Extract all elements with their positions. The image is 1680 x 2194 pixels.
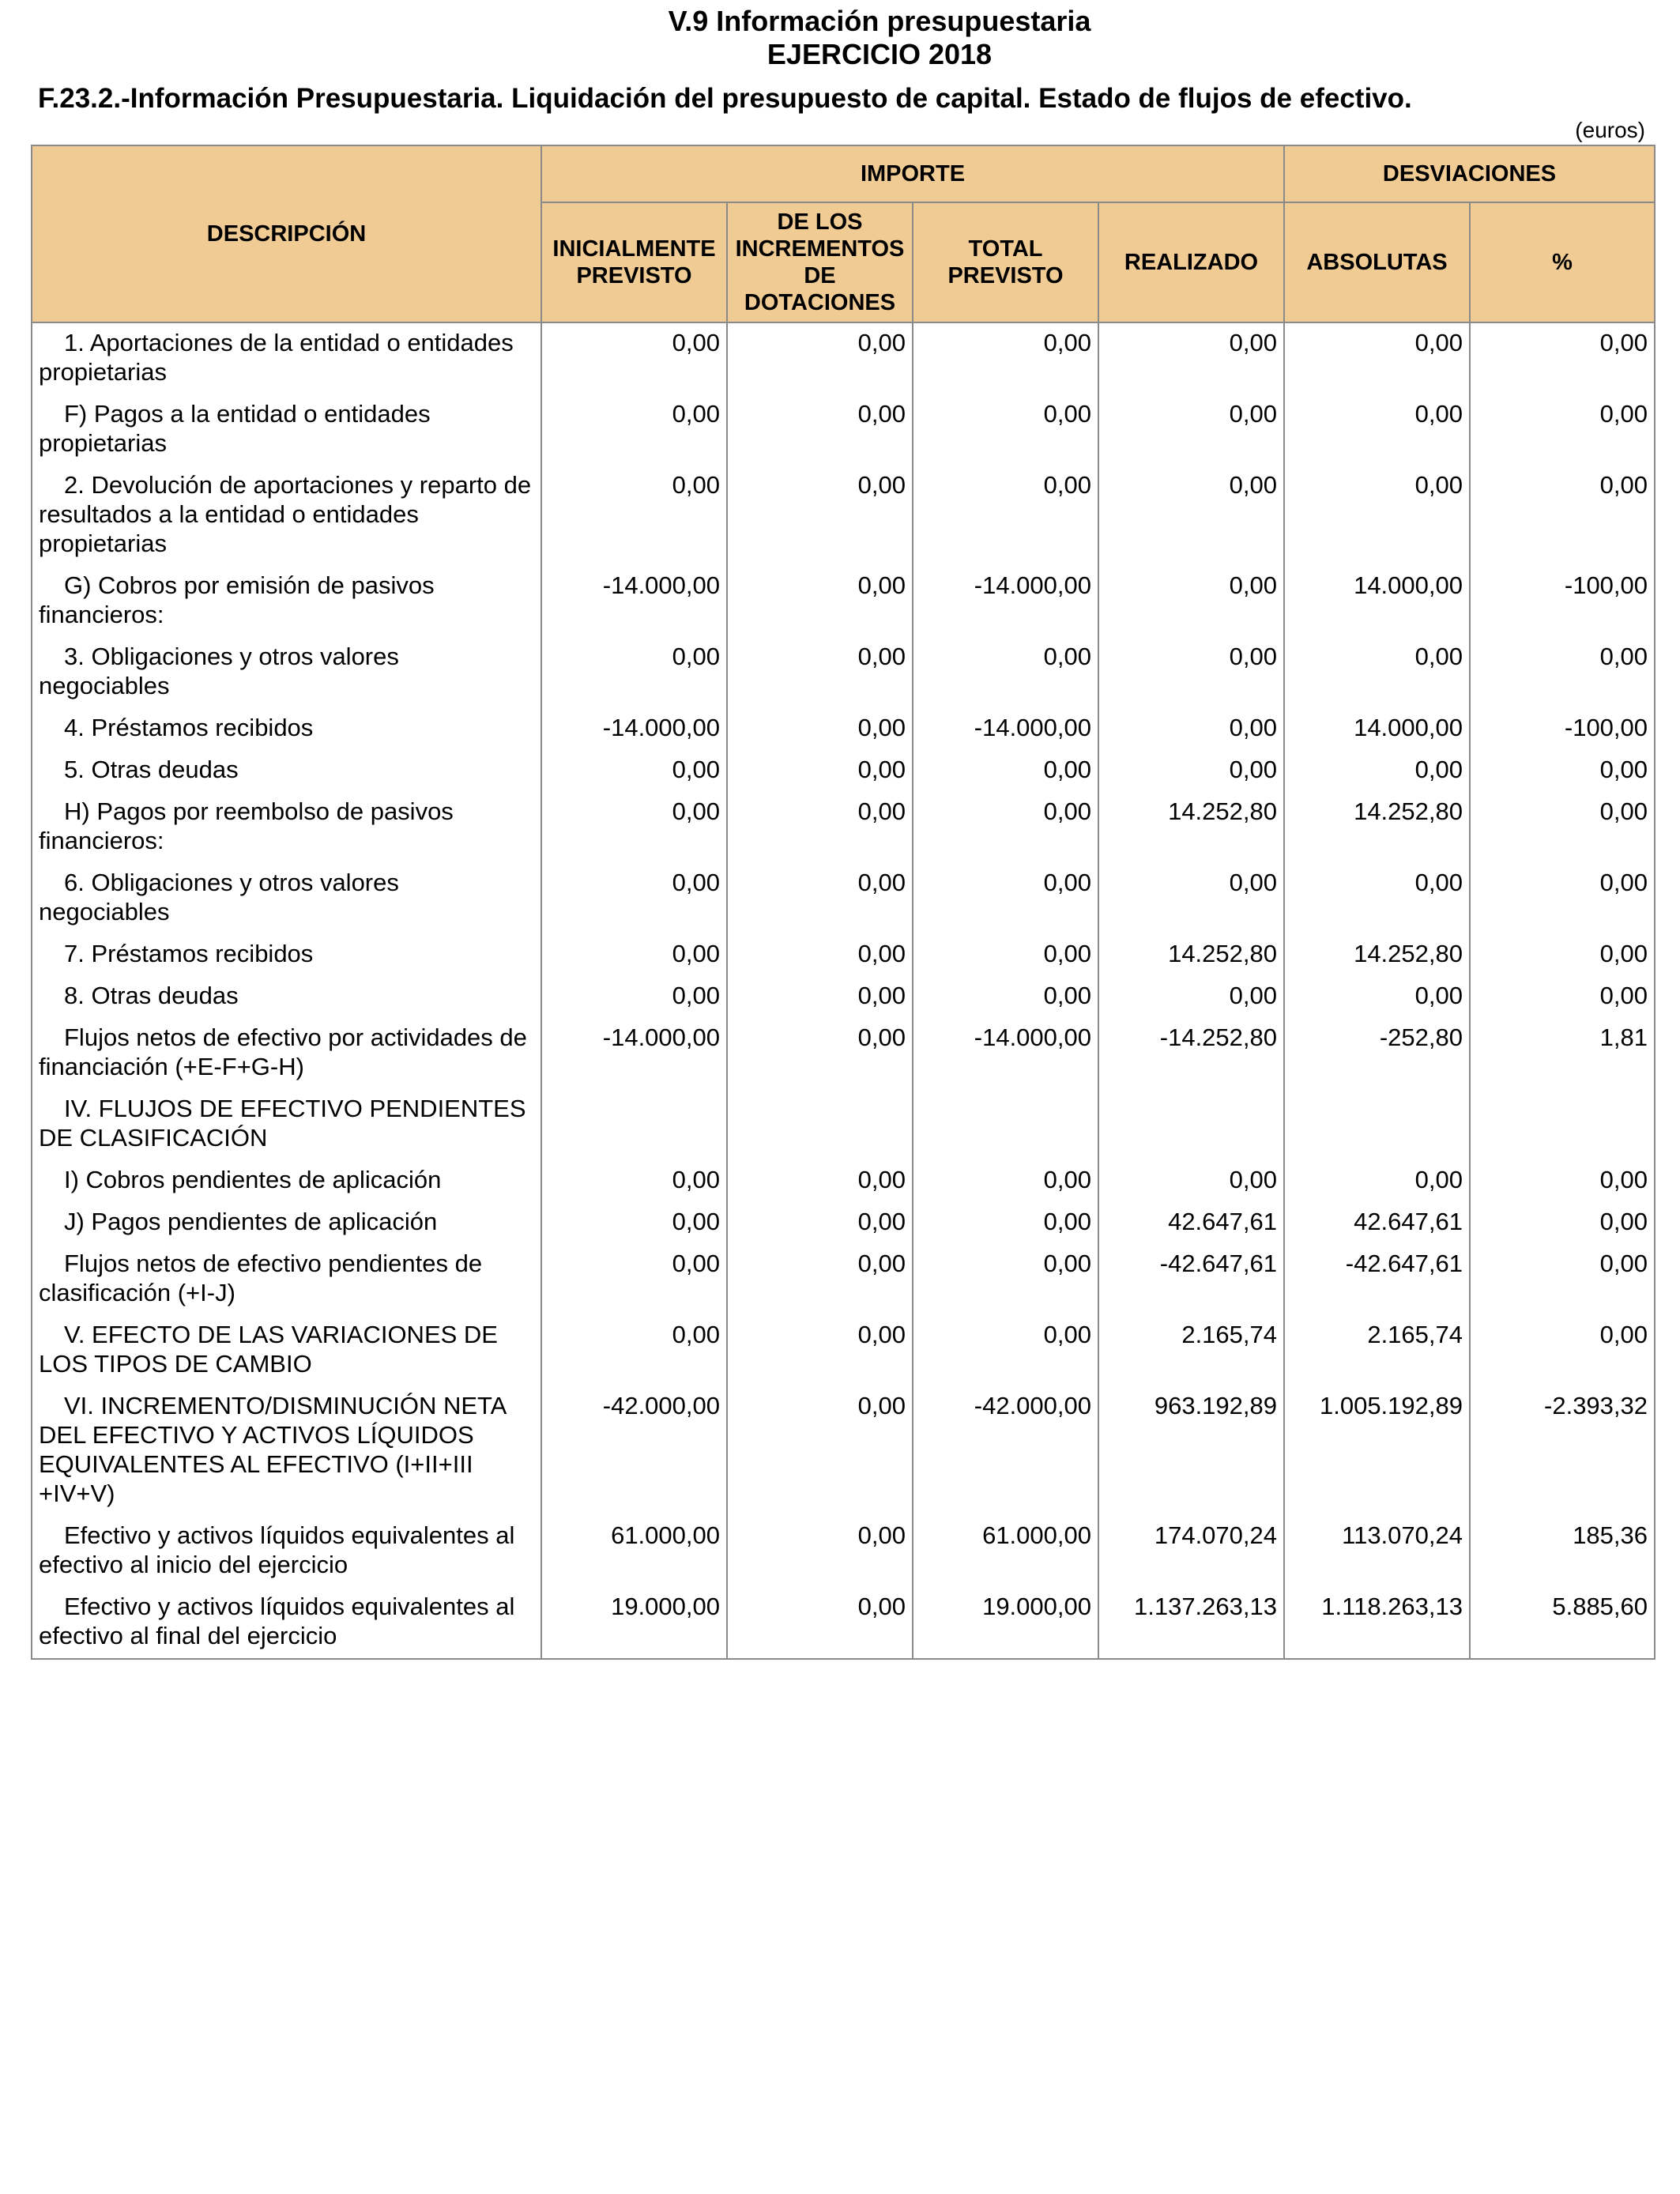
cell-desviacion-absoluta: 1.005.192,89	[1284, 1386, 1470, 1516]
header-realizado: REALIZADO	[1098, 202, 1284, 322]
cell-realizado: 1.137.263,13	[1098, 1587, 1284, 1659]
cell-realizado: 0,00	[1098, 708, 1284, 750]
cell-realizado: 0,00	[1098, 750, 1284, 792]
cell-inicialmente-previsto: 0,00	[541, 466, 727, 566]
cell-desviacion-porcentaje	[1470, 1089, 1655, 1160]
cell-realizado: 42.647,61	[1098, 1202, 1284, 1244]
table-row	[32, 1587, 1655, 1659]
header-percent: %	[1470, 202, 1655, 322]
cell-desviacion-porcentaje: 0,00	[1470, 637, 1655, 708]
cell-inicialmente-previsto: 0,00	[541, 637, 727, 708]
table-row	[32, 1160, 1655, 1202]
row-description: J) Pagos pendientes de aplicación	[32, 1202, 541, 1244]
cell-desviacion-porcentaje: 0,00	[1470, 466, 1655, 566]
cell-inicialmente-previsto: 0,00	[541, 322, 727, 394]
table-row	[32, 566, 1655, 637]
cell-desviacion-absoluta: 0,00	[1284, 976, 1470, 1018]
cell-realizado: 2.165,74	[1098, 1315, 1284, 1386]
header-desviaciones: DESVIACIONES	[1284, 145, 1655, 202]
page-title: V.9 Información presupuestaria	[668, 5, 1091, 37]
cell-total-previsto: 61.000,00	[913, 1516, 1098, 1587]
cell-realizado: 0,00	[1098, 637, 1284, 708]
cell-incrementos-dotaciones: 0,00	[727, 1160, 913, 1202]
row-description: IV. FLUJOS DE EFECTIVO PENDIENTES DE CLASIFICACIÓN	[32, 1089, 541, 1160]
cell-realizado: 0,00	[1098, 863, 1284, 934]
report-subtitle: F.23.2.-Información Presupuestaria. Liquidación del presupuesto de capital. Estado de flujos de efectivo.	[38, 83, 1412, 114]
cell-incrementos-dotaciones: 0,00	[727, 466, 913, 566]
cell-desviacion-porcentaje: 0,00	[1470, 1160, 1655, 1202]
cash-flow-table	[31, 145, 1656, 1660]
cell-total-previsto: -14.000,00	[913, 708, 1098, 750]
table-row	[32, 322, 1655, 394]
cell-desviacion-absoluta: 113.070,24	[1284, 1516, 1470, 1587]
cell-desviacion-absoluta: 14.000,00	[1284, 566, 1470, 637]
cell-incrementos-dotaciones: 0,00	[727, 750, 913, 792]
table-row	[32, 1315, 1655, 1386]
row-description: 4. Préstamos recibidos	[32, 708, 541, 750]
cell-desviacion-absoluta: 0,00	[1284, 750, 1470, 792]
cell-desviacion-porcentaje: 0,00	[1470, 1244, 1655, 1315]
cell-total-previsto: -14.000,00	[913, 566, 1098, 637]
row-description: 1. Aportaciones de la entidad o entidades propietarias	[32, 322, 541, 394]
cell-desviacion-porcentaje: 0,00	[1470, 322, 1655, 394]
cell-realizado: 0,00	[1098, 322, 1284, 394]
cell-total-previsto: 0,00	[913, 976, 1098, 1018]
cell-inicialmente-previsto: 61.000,00	[541, 1516, 727, 1587]
table-body	[32, 322, 1655, 1659]
cell-total-previsto: -42.000,00	[913, 1386, 1098, 1516]
cell-total-previsto: 0,00	[913, 934, 1098, 976]
table-row	[32, 863, 1655, 934]
cell-realizado: 14.252,80	[1098, 934, 1284, 976]
cell-incrementos-dotaciones: 0,00	[727, 394, 913, 466]
cell-desviacion-absoluta	[1284, 1089, 1470, 1160]
cell-total-previsto: 0,00	[913, 1244, 1098, 1315]
cell-desviacion-porcentaje: 5.885,60	[1470, 1587, 1655, 1659]
cell-total-previsto: 0,00	[913, 1315, 1098, 1386]
cell-total-previsto: -14.000,00	[913, 1018, 1098, 1089]
cell-inicialmente-previsto: 0,00	[541, 394, 727, 466]
cell-desviacion-absoluta: 14.000,00	[1284, 708, 1470, 750]
cell-desviacion-porcentaje: 0,00	[1470, 863, 1655, 934]
cell-desviacion-absoluta: 0,00	[1284, 863, 1470, 934]
cell-realizado: 963.192,89	[1098, 1386, 1284, 1516]
cell-realizado: 0,00	[1098, 394, 1284, 466]
header-descripcion: DESCRIPCIÓN	[32, 145, 541, 322]
table-row	[32, 1386, 1655, 1516]
row-description: 3. Obligaciones y otros valores negociables	[32, 637, 541, 708]
cell-incrementos-dotaciones: 0,00	[727, 1587, 913, 1659]
cell-desviacion-porcentaje: -100,00	[1470, 708, 1655, 750]
cell-total-previsto: 0,00	[913, 750, 1098, 792]
cell-inicialmente-previsto: 0,00	[541, 863, 727, 934]
table-row	[32, 1089, 1655, 1160]
table-row	[32, 637, 1655, 708]
cell-realizado: 0,00	[1098, 566, 1284, 637]
cell-incrementos-dotaciones: 0,00	[727, 792, 913, 863]
cell-incrementos-dotaciones: 0,00	[727, 1315, 913, 1386]
header-total-previsto: TOTAL PREVISTO	[913, 202, 1098, 322]
row-description: Efectivo y activos líquidos equivalentes al efectivo al inicio del ejercicio	[32, 1516, 541, 1587]
cell-desviacion-porcentaje: 0,00	[1470, 750, 1655, 792]
cell-total-previsto: 0,00	[913, 322, 1098, 394]
cell-desviacion-absoluta: 42.647,61	[1284, 1202, 1470, 1244]
table-row	[32, 708, 1655, 750]
cell-incrementos-dotaciones: 0,00	[727, 322, 913, 394]
row-description: 8. Otras deudas	[32, 976, 541, 1018]
cell-inicialmente-previsto: 0,00	[541, 1160, 727, 1202]
cell-inicialmente-previsto: -14.000,00	[541, 1018, 727, 1089]
cell-desviacion-absoluta: 1.118.263,13	[1284, 1587, 1470, 1659]
cell-realizado: 14.252,80	[1098, 792, 1284, 863]
cell-desviacion-porcentaje: 1,81	[1470, 1018, 1655, 1089]
cell-inicialmente-previsto: 0,00	[541, 792, 727, 863]
row-description: I) Cobros pendientes de aplicación	[32, 1160, 541, 1202]
table-row	[32, 1202, 1655, 1244]
table-row	[32, 466, 1655, 566]
cell-desviacion-absoluta: 0,00	[1284, 322, 1470, 394]
table-row	[32, 394, 1655, 466]
table-row	[32, 976, 1655, 1018]
row-description: Flujos netos de efectivo por actividades de financiación (+E-F+G-H)	[32, 1018, 541, 1089]
cell-desviacion-absoluta: 0,00	[1284, 1160, 1470, 1202]
fiscal-year: EJERCICIO 2018	[767, 38, 993, 70]
cell-desviacion-absoluta: 14.252,80	[1284, 792, 1470, 863]
cell-inicialmente-previsto: -42.000,00	[541, 1386, 727, 1516]
cell-desviacion-porcentaje: -2.393,32	[1470, 1386, 1655, 1516]
cell-inicialmente-previsto: 0,00	[541, 1202, 727, 1244]
cell-incrementos-dotaciones: 0,00	[727, 863, 913, 934]
header-absolutas: ABSOLUTAS	[1284, 202, 1470, 322]
cell-desviacion-absoluta: -252,80	[1284, 1018, 1470, 1089]
cell-total-previsto	[913, 1089, 1098, 1160]
table-row	[32, 934, 1655, 976]
cell-desviacion-porcentaje: -100,00	[1470, 566, 1655, 637]
row-description: F) Pagos a la entidad o entidades propietarias	[32, 394, 541, 466]
row-description: 5. Otras deudas	[32, 750, 541, 792]
cell-incrementos-dotaciones	[727, 1089, 913, 1160]
table-row	[32, 1244, 1655, 1315]
row-description: 6. Obligaciones y otros valores negociables	[32, 863, 541, 934]
cell-desviacion-porcentaje: 0,00	[1470, 394, 1655, 466]
table-row	[32, 1018, 1655, 1089]
cell-realizado: 0,00	[1098, 1160, 1284, 1202]
cell-desviacion-absoluta: 0,00	[1284, 394, 1470, 466]
cell-inicialmente-previsto: -14.000,00	[541, 566, 727, 637]
cell-desviacion-absoluta: 0,00	[1284, 637, 1470, 708]
cell-total-previsto: 0,00	[913, 637, 1098, 708]
row-description: G) Cobros por emisión de pasivos financieros:	[32, 566, 541, 637]
cell-desviacion-porcentaje: 0,00	[1470, 1315, 1655, 1386]
cell-total-previsto: 0,00	[913, 863, 1098, 934]
cell-desviacion-absoluta: -42.647,61	[1284, 1244, 1470, 1315]
table-row	[32, 1516, 1655, 1587]
cell-inicialmente-previsto: 0,00	[541, 1244, 727, 1315]
cell-total-previsto: 0,00	[913, 466, 1098, 566]
cell-desviacion-porcentaje: 185,36	[1470, 1516, 1655, 1587]
row-description: 7. Préstamos recibidos	[32, 934, 541, 976]
cell-desviacion-absoluta: 2.165,74	[1284, 1315, 1470, 1386]
cell-incrementos-dotaciones: 0,00	[727, 934, 913, 976]
row-description: V. EFECTO DE LAS VARIACIONES DE LOS TIPOS DE CAMBIO	[32, 1315, 541, 1386]
cell-incrementos-dotaciones: 0,00	[727, 566, 913, 637]
table-row	[32, 792, 1655, 863]
cell-total-previsto: 19.000,00	[913, 1587, 1098, 1659]
cell-incrementos-dotaciones: 0,00	[727, 1516, 913, 1587]
cell-incrementos-dotaciones: 0,00	[727, 976, 913, 1018]
cell-desviacion-absoluta: 0,00	[1284, 466, 1470, 566]
cell-incrementos-dotaciones: 0,00	[727, 1244, 913, 1315]
units-label: (euros)	[1575, 118, 1645, 142]
cell-realizado: -14.252,80	[1098, 1018, 1284, 1089]
cell-inicialmente-previsto	[541, 1089, 727, 1160]
row-description: 2. Devolución de aportaciones y reparto de resultados a la entidad o entidades propietarias	[32, 466, 541, 566]
cell-incrementos-dotaciones: 0,00	[727, 1018, 913, 1089]
cell-total-previsto: 0,00	[913, 1160, 1098, 1202]
cell-incrementos-dotaciones: 0,00	[727, 637, 913, 708]
cell-inicialmente-previsto: -14.000,00	[541, 708, 727, 750]
cell-desviacion-porcentaje: 0,00	[1470, 976, 1655, 1018]
cell-desviacion-porcentaje: 0,00	[1470, 1202, 1655, 1244]
cell-realizado: 174.070,24	[1098, 1516, 1284, 1587]
row-description: H) Pagos por reembolso de pasivos financieros:	[32, 792, 541, 863]
cell-realizado	[1098, 1089, 1284, 1160]
header-incrementos-dotaciones: DE LOS INCREMENTOS DE DOTACIONES	[727, 202, 913, 322]
cell-inicialmente-previsto: 19.000,00	[541, 1587, 727, 1659]
row-description: Flujos netos de efectivo pendientes de clasificación (+I-J)	[32, 1244, 541, 1315]
cell-inicialmente-previsto: 0,00	[541, 976, 727, 1018]
cell-incrementos-dotaciones: 0,00	[727, 1202, 913, 1244]
cell-desviacion-porcentaje: 0,00	[1470, 792, 1655, 863]
cell-total-previsto: 0,00	[913, 792, 1098, 863]
cell-inicialmente-previsto: 0,00	[541, 934, 727, 976]
table-row	[32, 750, 1655, 792]
cell-incrementos-dotaciones: 0,00	[727, 1386, 913, 1516]
row-description: Efectivo y activos líquidos equivalentes al efectivo al final del ejercicio	[32, 1587, 541, 1659]
cell-incrementos-dotaciones: 0,00	[727, 708, 913, 750]
cell-inicialmente-previsto: 0,00	[541, 1315, 727, 1386]
cell-realizado: 0,00	[1098, 466, 1284, 566]
cell-total-previsto: 0,00	[913, 1202, 1098, 1244]
cell-desviacion-porcentaje: 0,00	[1470, 934, 1655, 976]
cell-total-previsto: 0,00	[913, 394, 1098, 466]
header-inicialmente-previsto: INICIALMENTE PREVISTO	[541, 202, 727, 322]
row-description: VI. INCREMENTO/DISMINUCIÓN NETA DEL EFECTIVO Y ACTIVOS LÍQUIDOS EQUIVALENTES AL EFECTIVO (I+II+III +IV+V)	[32, 1386, 541, 1516]
cell-desviacion-absoluta: 14.252,80	[1284, 934, 1470, 976]
cell-realizado: 0,00	[1098, 976, 1284, 1018]
header-importe: IMPORTE	[541, 145, 1284, 202]
cell-inicialmente-previsto: 0,00	[541, 750, 727, 792]
cell-realizado: -42.647,61	[1098, 1244, 1284, 1315]
